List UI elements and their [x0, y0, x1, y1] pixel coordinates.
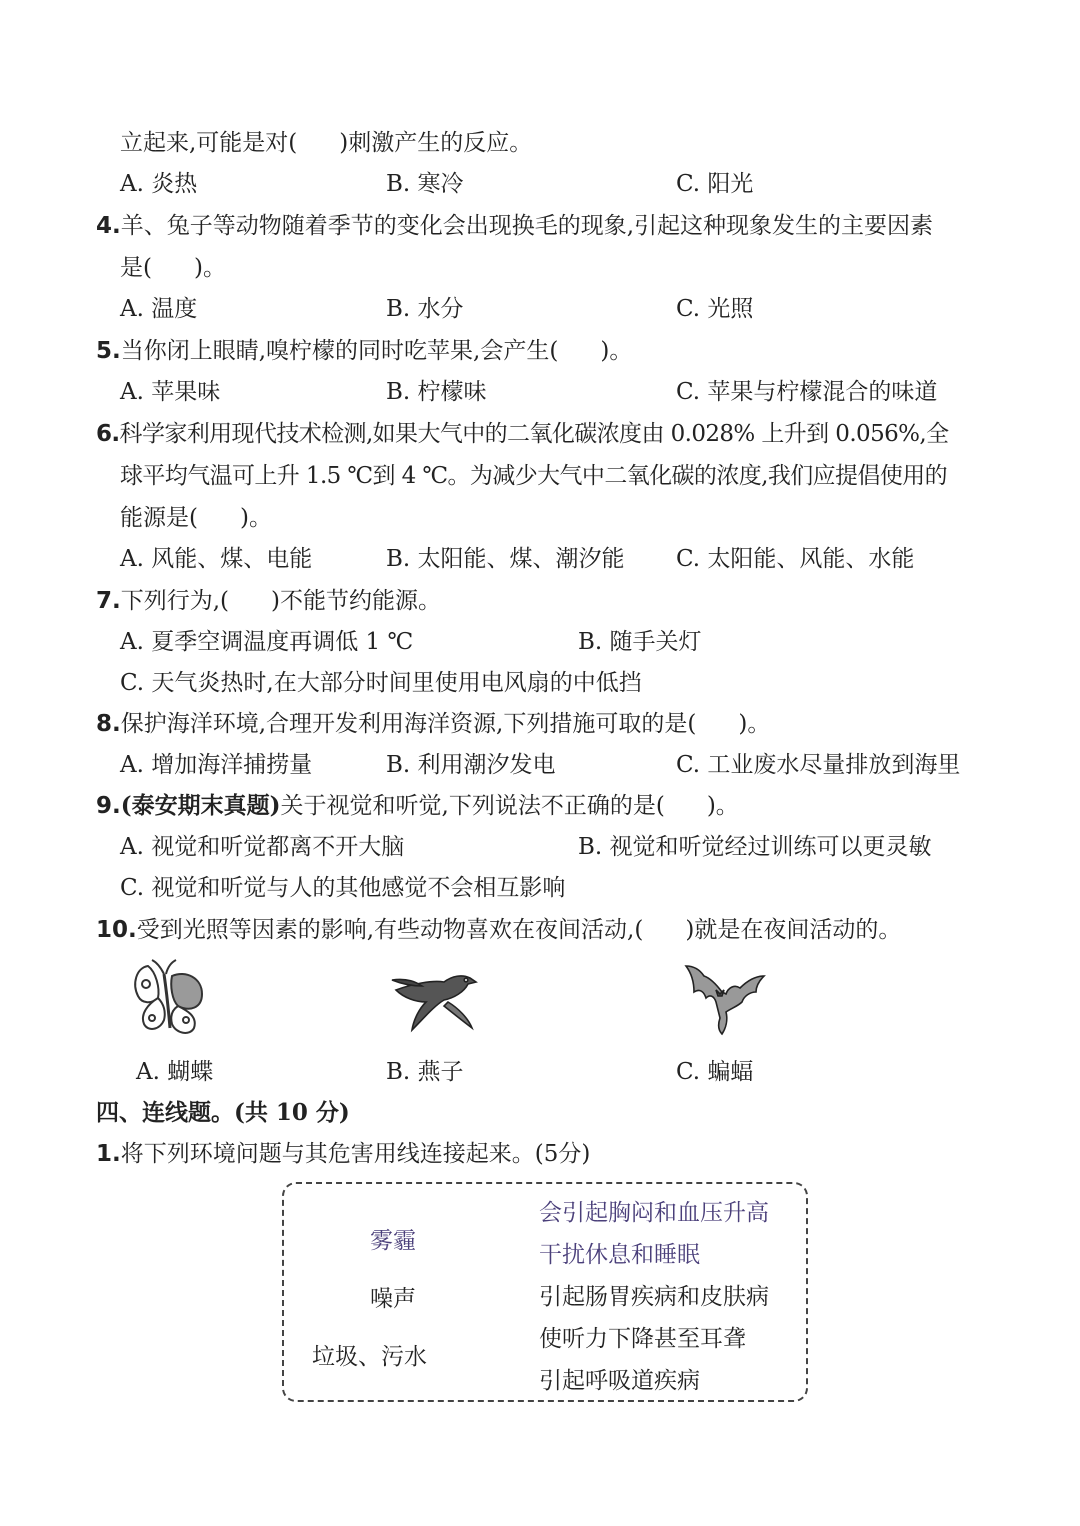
q9-source-tag: (泰安期末真题) — [120, 792, 281, 819]
q6-option-c: C. 太阳能、风能、水能 — [676, 546, 915, 572]
q3-option-c: C. 阳光 — [676, 171, 754, 197]
matching-box — [282, 1182, 808, 1402]
q9-stem: 9.(泰安期末真题)关于视觉和听觉,下列说法不正确的是( )。 — [96, 792, 739, 819]
q7-option-b: B. 随手关灯 — [578, 629, 702, 655]
match-q1-stem: 1.将下列环境问题与其危害用线连接起来。(5分) — [96, 1141, 591, 1167]
swallow-icon — [388, 962, 482, 1036]
q8-option-c: C. 工业废水尽量排放到海里 — [676, 752, 961, 778]
q7-stem: 7.下列行为,( )不能节约能源。 — [96, 588, 442, 614]
q10-option-a: A. 蝴蝶 — [136, 1059, 214, 1085]
q10-option-b: B. 燕子 — [386, 1059, 464, 1085]
q10-number: 10. — [96, 917, 137, 943]
q9-number: 9. — [96, 793, 121, 819]
match-left-item[interactable]: 噪声 — [370, 1286, 416, 1312]
q10-option-c: C. 蝙蝠 — [676, 1059, 754, 1085]
match-left-item[interactable]: 垃圾、污水 — [312, 1344, 427, 1370]
match-right-item[interactable]: 使听力下降甚至耳聋 — [539, 1326, 746, 1352]
butterfly-icon — [128, 958, 210, 1040]
q9-option-c: C. 视觉和听觉与人的其他感觉不会相互影响 — [120, 875, 566, 901]
q7-number: 7. — [96, 588, 121, 614]
q5-number: 5. — [96, 338, 121, 364]
q4-option-a: A. 温度 — [120, 296, 198, 322]
match-right-item[interactable]: 引起呼吸道疾病 — [539, 1368, 700, 1394]
q4-option-b: B. 水分 — [386, 296, 464, 322]
q9-option-b: B. 视觉和听觉经过训练可以更灵敏 — [578, 834, 932, 860]
q5-stem: 5.当你闭上眼睛,嗅柠檬的同时吃苹果,会产生( )。 — [96, 338, 633, 364]
q4-stem-line1: 4.羊、兔子等动物随着季节的变化会出现换毛的现象,引起这种现象发生的主要因素 — [96, 213, 934, 239]
q5-option-b: B. 柠檬味 — [386, 379, 487, 405]
match-right-item[interactable]: 引起肠胃疾病和皮肤病 — [539, 1284, 769, 1310]
q5-option-a: A. 苹果味 — [120, 379, 221, 405]
match-q1-number: 1. — [96, 1141, 121, 1167]
q3-option-a: A. 炎热 — [120, 171, 198, 197]
q6-option-a: A. 风能、煤、电能 — [120, 546, 313, 572]
q6-stem-line3: 能源是( )。 — [120, 505, 272, 531]
q6-number: 6. — [96, 421, 120, 447]
q6-stem-line2: 球平均气温可上升 1.5 ℃到 4 ℃。为减少大气中二氧化碳的浓度,我们应提倡使用的 — [120, 463, 948, 489]
q7-option-c: C. 天气炎热时,在大部分时间里使用电风扇的中低挡 — [120, 670, 642, 696]
bat-icon — [682, 962, 768, 1038]
match-right-item[interactable]: 干扰休息和睡眠 — [539, 1242, 700, 1268]
match-left-item[interactable]: 雾霾 — [370, 1228, 416, 1254]
q6-stem-line1: 6.科学家利用现代技术检测,如果大气中的二氧化碳浓度由 0.028% 上升到 0.056%,全 — [96, 421, 949, 447]
q7-option-a: A. 夏季空调温度再调低 1 ℃ — [120, 629, 414, 655]
q8-number: 8. — [96, 711, 121, 737]
q8-option-b: B. 利用潮汐发电 — [386, 752, 556, 778]
match-right-item[interactable]: 会引起胸闷和血压升高 — [539, 1200, 769, 1226]
q4-number: 4. — [96, 213, 121, 239]
q10-stem: 10.受到光照等因素的影响,有些动物喜欢在夜间活动,( )就是在夜间活动的。 — [96, 917, 902, 943]
q3-option-b: B. 寒冷 — [386, 171, 464, 197]
q8-option-a: A. 增加海洋捕捞量 — [120, 752, 313, 778]
section-4-title: 四、连线题。(共 10 分) — [96, 1099, 350, 1126]
q9-option-a: A. 视觉和听觉都离不开大脑 — [120, 834, 405, 860]
q8-stem: 8.保护海洋环境,合理开发利用海洋资源,下列措施可取的是( )。 — [96, 711, 771, 737]
q4-option-c: C. 光照 — [676, 296, 754, 322]
q5-option-c: C. 苹果与柠檬混合的味道 — [676, 379, 938, 405]
q3-stem: 立起来,可能是对( )刺激产生的反应。 — [120, 130, 533, 156]
q4-stem-line2: 是( )。 — [120, 255, 226, 281]
q6-option-b: B. 太阳能、煤、潮汐能 — [386, 546, 625, 572]
